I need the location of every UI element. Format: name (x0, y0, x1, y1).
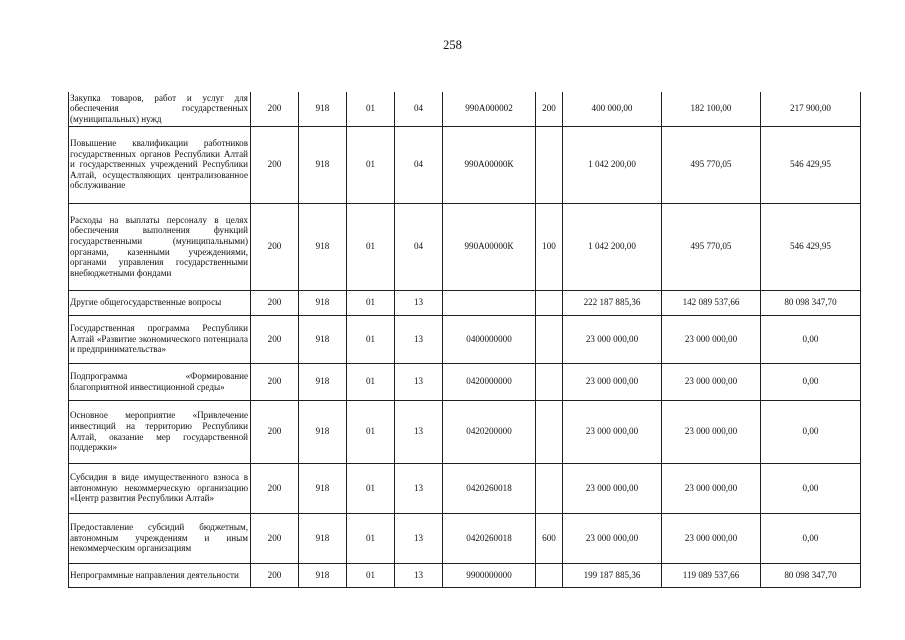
row-name: Предоставление субсидий бюджетным, автономным учреждениям и иным некоммерческим организациям (69, 513, 251, 563)
table-row (69, 563, 861, 587)
table-row (69, 290, 861, 315)
cell-code: 04 (395, 126, 443, 203)
cell-amount: 495 770,05 (662, 126, 761, 203)
row-name: Государственная программа Республики Алтай «Развитие экономического потенциала и предпринимательства» (69, 315, 251, 363)
cell-code: 200 (251, 400, 299, 463)
cell-amount: 1 042 200,00 (563, 203, 662, 290)
cell-amount: 546 429,95 (761, 126, 861, 203)
cell-amount: 0,00 (761, 463, 861, 513)
cell-code: 200 (251, 315, 299, 363)
cell-code: 13 (395, 463, 443, 513)
table-row (69, 315, 861, 363)
cell-code: 01 (347, 92, 395, 126)
cell-target: 990А00000К (443, 126, 536, 203)
cell-amount: 222 187 885,36 (563, 290, 662, 315)
cell-expense-type (536, 463, 563, 513)
cell-amount: 182 100,00 (662, 92, 761, 126)
cell-code: 200 (251, 92, 299, 126)
row-name: Непрограммные направления деятельности (69, 563, 251, 587)
cell-amount: 23 000 000,00 (662, 463, 761, 513)
cell-code: 918 (299, 126, 347, 203)
table-row (69, 363, 861, 400)
cell-amount: 0,00 (761, 400, 861, 463)
cell-code: 04 (395, 203, 443, 290)
cell-code: 200 (251, 463, 299, 513)
cell-expense-type: 100 (536, 203, 563, 290)
budget-table (68, 92, 861, 588)
row-name: Повышение квалификации работников государственных органов Республики Алтай и государственных учреждений Республики Алтай, осуществляющих централизованное обслуживание (69, 126, 251, 203)
cell-code: 13 (395, 315, 443, 363)
cell-code: 01 (347, 203, 395, 290)
cell-amount: 23 000 000,00 (563, 463, 662, 513)
row-name: Подпрограмма «Формирование благоприятной инвестиционной среды» (69, 363, 251, 400)
cell-amount: 23 000 000,00 (662, 400, 761, 463)
cell-code: 01 (347, 513, 395, 563)
cell-amount: 23 000 000,00 (662, 363, 761, 400)
cell-target: 0420260018 (443, 463, 536, 513)
cell-expense-type (536, 290, 563, 315)
cell-expense-type (536, 400, 563, 463)
cell-target: 9900000000 (443, 563, 536, 587)
cell-code: 200 (251, 126, 299, 203)
table-row (69, 463, 861, 513)
cell-amount: 23 000 000,00 (563, 363, 662, 400)
cell-amount: 23 000 000,00 (563, 315, 662, 363)
cell-target: 0400000000 (443, 315, 536, 363)
cell-amount: 23 000 000,00 (563, 400, 662, 463)
cell-amount: 400 000,00 (563, 92, 662, 126)
cell-target: 990А000002 (443, 92, 536, 126)
cell-code: 13 (395, 513, 443, 563)
table-row (69, 513, 861, 563)
cell-expense-type: 200 (536, 92, 563, 126)
cell-code: 918 (299, 203, 347, 290)
cell-code: 13 (395, 563, 443, 587)
cell-expense-type (536, 363, 563, 400)
row-name: Другие общегосударственные вопросы (69, 290, 251, 315)
row-name: Расходы на выплаты персоналу в целях обеспечения выполнения функций государственными (муниципальными) органами, казенными учреждениями, органами управления государственными внебюджетными фондами (69, 203, 251, 290)
cell-target: 990А00000К (443, 203, 536, 290)
row-name: Субсидия в виде имущественного взноса в автономную некоммерческую организацию «Центр развития Республики Алтай» (69, 463, 251, 513)
page-number: 258 (443, 38, 462, 52)
cell-code: 918 (299, 92, 347, 126)
row-name: Основное мероприятие «Привлечение инвестиций на территорию Республики Алтай, оказание мер государственной поддержки» (69, 400, 251, 463)
cell-target: 0420200000 (443, 400, 536, 463)
cell-amount: 0,00 (761, 513, 861, 563)
cell-code: 918 (299, 563, 347, 587)
table-row (69, 203, 861, 290)
cell-amount: 119 089 537,66 (662, 563, 761, 587)
cell-amount: 1 042 200,00 (563, 126, 662, 203)
cell-amount: 23 000 000,00 (563, 513, 662, 563)
cell-code: 918 (299, 400, 347, 463)
cell-amount: 217 900,00 (761, 92, 861, 126)
table-row (69, 92, 861, 126)
cell-target: 0420000000 (443, 363, 536, 400)
cell-expense-type (536, 126, 563, 203)
cell-amount: 142 089 537,66 (662, 290, 761, 315)
table-row (69, 400, 861, 463)
cell-code: 01 (347, 363, 395, 400)
cell-code: 01 (347, 290, 395, 315)
cell-expense-type (536, 315, 563, 363)
cell-amount: 80 098 347,70 (761, 290, 861, 315)
cell-code: 04 (395, 92, 443, 126)
row-name: Закупка товаров, работ и услуг для обеспечения государственных (муниципальных) нужд (69, 92, 251, 126)
cell-code: 200 (251, 513, 299, 563)
cell-amount: 495 770,05 (662, 203, 761, 290)
cell-expense-type: 600 (536, 513, 563, 563)
cell-target (443, 290, 536, 315)
cell-amount: 23 000 000,00 (662, 513, 761, 563)
cell-expense-type (536, 563, 563, 587)
cell-code: 918 (299, 363, 347, 400)
cell-code: 13 (395, 363, 443, 400)
cell-code: 01 (347, 563, 395, 587)
cell-amount: 80 098 347,70 (761, 563, 861, 587)
cell-code: 918 (299, 315, 347, 363)
cell-target: 0420260018 (443, 513, 536, 563)
cell-code: 918 (299, 290, 347, 315)
cell-amount: 0,00 (761, 363, 861, 400)
cell-code: 200 (251, 563, 299, 587)
cell-code: 01 (347, 315, 395, 363)
cell-code: 01 (347, 463, 395, 513)
cell-code: 13 (395, 290, 443, 315)
cell-code: 01 (347, 126, 395, 203)
table-row (69, 126, 861, 203)
cell-code: 200 (251, 203, 299, 290)
cell-code: 01 (347, 400, 395, 463)
cell-amount: 546 429,95 (761, 203, 861, 290)
cell-code: 200 (251, 363, 299, 400)
cell-amount: 23 000 000,00 (662, 315, 761, 363)
cell-code: 918 (299, 513, 347, 563)
cell-code: 13 (395, 400, 443, 463)
cell-amount: 0,00 (761, 315, 861, 363)
cell-amount: 199 187 885,36 (563, 563, 662, 587)
cell-code: 918 (299, 463, 347, 513)
cell-code: 200 (251, 290, 299, 315)
